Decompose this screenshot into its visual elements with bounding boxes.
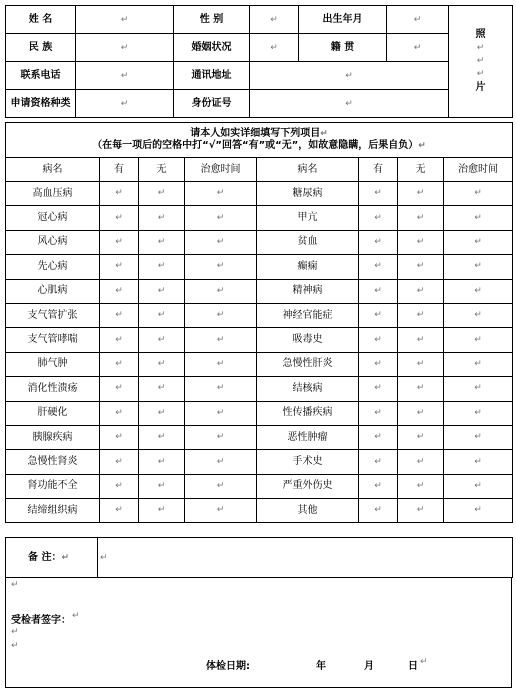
disease-name-left: 支气管扩张 xyxy=(6,303,100,327)
cured-date-cell-left[interactable]: ↵ xyxy=(185,474,257,498)
cured-date-cell-right[interactable]: ↵ xyxy=(444,425,513,449)
disease-name-left: 支气管哮喘 xyxy=(6,328,100,352)
yes-cell-right[interactable]: ↵ xyxy=(359,328,398,352)
yes-cell-left[interactable]: ↵ xyxy=(100,377,139,401)
disease-name-left: 急慢性肾炎 xyxy=(6,450,100,474)
yes-cell-left[interactable]: ↵ xyxy=(100,279,139,303)
yes-cell-right[interactable]: ↵ xyxy=(359,182,398,206)
cured-date-cell-right[interactable]: ↵ xyxy=(444,279,513,303)
disease-name-left: 消化性溃疡 xyxy=(6,377,100,401)
name-label: 姓 名 xyxy=(6,6,76,34)
yes-cell-right[interactable]: ↵ xyxy=(359,206,398,230)
disease-row xyxy=(6,401,513,425)
yes-cell-left[interactable]: ↵ xyxy=(100,255,139,279)
instruction-line-1: 请本人如实详细填写下列项目 xyxy=(190,128,321,139)
native-place-label: 籍 贯 xyxy=(299,34,387,62)
birth-field[interactable]: ↵ xyxy=(387,6,449,34)
disease-row xyxy=(6,206,513,230)
no-cell-right[interactable]: ↵ xyxy=(398,377,444,401)
disease-name-right: 吸毒史 xyxy=(257,328,359,352)
no-cell-right[interactable]: ↵ xyxy=(398,328,444,352)
gender-field[interactable]: ↵ xyxy=(250,6,299,34)
disease-name-right: 甲亢 xyxy=(257,206,359,230)
no-cell-left[interactable]: ↵ xyxy=(139,255,185,279)
disease-name-right: 贫血 xyxy=(257,230,359,254)
disease-name-right: 恶性肿瘤 xyxy=(257,425,359,449)
gender-label: 性 别 xyxy=(174,6,250,34)
cured-date-cell-left[interactable]: ↵ xyxy=(185,206,257,230)
yes-cell-left[interactable]: ↵ xyxy=(100,352,139,376)
disease-row xyxy=(6,425,513,449)
disease-name-left: 风心病 xyxy=(6,230,100,254)
disease-row xyxy=(6,499,513,523)
signature-block: ↵ 受检者签字： ↵ ↵ ↵ 体检日期: 年 月 日 ↵ xyxy=(5,577,512,688)
yes-cell-left[interactable]: ↵ xyxy=(100,401,139,425)
no-cell-right[interactable]: ↵ xyxy=(398,401,444,425)
disease-name-right: 结核病 xyxy=(257,377,359,401)
yes-cell-left[interactable]: ↵ xyxy=(100,206,139,230)
disease-name-right: 其他 xyxy=(257,499,359,523)
address-field[interactable]: ↵ xyxy=(250,62,449,90)
id-number-field[interactable]: ↵ xyxy=(250,90,449,118)
yes-cell-left[interactable]: ↵ xyxy=(100,230,139,254)
cured-date-cell-right[interactable]: ↵ xyxy=(444,499,513,523)
yes-cell-right[interactable]: ↵ xyxy=(359,377,398,401)
no-cell-left[interactable]: ↵ xyxy=(139,352,185,376)
no-cell-left[interactable]: ↵ xyxy=(139,474,185,498)
disease-history-table xyxy=(5,122,513,523)
disease-name-right: 精神病 xyxy=(257,279,359,303)
cured-date-cell-left[interactable]: ↵ xyxy=(185,450,257,474)
disease-row xyxy=(6,182,513,206)
no-cell-left[interactable]: ↵ xyxy=(139,377,185,401)
cured-date-cell-left[interactable]: ↵ xyxy=(185,303,257,327)
disease-name-left: 肝硬化 xyxy=(6,401,100,425)
instruction-line-2: （在每一项后的空格中打“√”回答“有”或“无”，如故意隐瞒，后果自负） xyxy=(92,140,419,151)
native-place-field[interactable]: ↵ xyxy=(387,34,449,62)
remarks-table xyxy=(5,537,513,578)
disease-name-right: 神经官能症 xyxy=(257,303,359,327)
no-cell-left[interactable]: ↵ xyxy=(139,450,185,474)
cured-date-cell-right[interactable]: ↵ xyxy=(444,474,513,498)
disease-name-right: 糖尿病 xyxy=(257,182,359,206)
yes-cell-left[interactable]: ↵ xyxy=(100,303,139,327)
exam-date-label: 体检日期: xyxy=(206,661,250,672)
no-cell-left[interactable]: ↵ xyxy=(139,401,185,425)
yes-cell-left[interactable]: ↵ xyxy=(100,182,139,206)
no-cell-right[interactable]: ↵ xyxy=(398,182,444,206)
no-cell-left[interactable]: ↵ xyxy=(139,425,185,449)
cured-date-cell-right[interactable]: ↵ xyxy=(444,401,513,425)
disease-name-left: 先心病 xyxy=(6,255,100,279)
disease-name-left: 肾功能不全 xyxy=(6,474,100,498)
no-cell-right[interactable]: ↵ xyxy=(398,474,444,498)
disease-name-right: 癫痫 xyxy=(257,255,359,279)
disease-row xyxy=(6,303,513,327)
disease-row xyxy=(6,474,513,498)
no-cell-left[interactable]: ↵ xyxy=(139,206,185,230)
yes-cell-right[interactable]: ↵ xyxy=(359,401,398,425)
cured-date-cell-left[interactable]: ↵ xyxy=(185,352,257,376)
col-yes-right: 有 xyxy=(359,158,398,182)
yes-cell-left[interactable]: ↵ xyxy=(100,474,139,498)
ethnicity-field[interactable]: ↵ xyxy=(76,34,174,62)
cured-date-cell-right[interactable]: ↵ xyxy=(444,182,513,206)
disease-row xyxy=(6,450,513,474)
col-disease-left: 病名 xyxy=(6,158,100,182)
yes-cell-right[interactable]: ↵ xyxy=(359,303,398,327)
cured-date-cell-right[interactable]: ↵ xyxy=(444,450,513,474)
qualification-label: 申请资格种类 xyxy=(6,90,76,118)
cured-date-cell-left[interactable]: ↵ xyxy=(185,425,257,449)
no-cell-right[interactable]: ↵ xyxy=(398,279,444,303)
disease-name-left: 结缔组织病 xyxy=(6,499,100,523)
disease-row xyxy=(6,279,513,303)
no-cell-right[interactable]: ↵ xyxy=(398,425,444,449)
cured-date-cell-right[interactable]: ↵ xyxy=(444,206,513,230)
disease-rows xyxy=(6,182,513,523)
yes-cell-left[interactable]: ↵ xyxy=(100,425,139,449)
no-cell-right[interactable]: ↵ xyxy=(398,303,444,327)
no-cell-left[interactable]: ↵ xyxy=(139,328,185,352)
col-no-right: 无 xyxy=(398,158,444,182)
disease-name-left: 高血压病 xyxy=(6,182,100,206)
yes-cell-right[interactable]: ↵ xyxy=(359,279,398,303)
disease-name-left: 冠心病 xyxy=(6,206,100,230)
yes-cell-right[interactable]: ↵ xyxy=(359,474,398,498)
cured-date-cell-left[interactable]: ↵ xyxy=(185,230,257,254)
disease-name-left: 心肌病 xyxy=(6,279,100,303)
cured-date-cell-right[interactable]: ↵ xyxy=(444,352,513,376)
cured-date-cell-left[interactable]: ↵ xyxy=(185,279,257,303)
photo-label-top: 照 xyxy=(475,29,486,41)
no-cell-right[interactable]: ↵ xyxy=(398,206,444,230)
cured-date-cell-left[interactable]: ↵ xyxy=(185,182,257,206)
signature-label: 受检者签字： xyxy=(11,615,71,626)
col-yes-left: 有 xyxy=(100,158,139,182)
year-label: 年 xyxy=(316,661,326,672)
disease-row xyxy=(6,255,513,279)
col-cured-left: 治愈时间 xyxy=(185,158,257,182)
cured-date-cell-left[interactable]: ↵ xyxy=(185,499,257,523)
disease-name-right: 严重外伤史 xyxy=(257,474,359,498)
no-cell-right[interactable]: ↵ xyxy=(398,499,444,523)
yes-cell-right[interactable]: ↵ xyxy=(359,352,398,376)
yes-cell-right[interactable]: ↵ xyxy=(359,230,398,254)
day-label: 日 xyxy=(408,661,418,672)
photo-box: 照 ↵ ↵ ↵ 片 xyxy=(449,6,513,118)
no-cell-left[interactable]: ↵ xyxy=(139,182,185,206)
birth-label: 出生年月 xyxy=(299,6,387,34)
col-cured-right: 治愈时间 xyxy=(444,158,513,182)
cured-date-cell-left[interactable]: ↵ xyxy=(185,401,257,425)
no-cell-left[interactable]: ↵ xyxy=(139,303,185,327)
disease-row xyxy=(6,328,513,352)
no-cell-left[interactable]: ↵ xyxy=(139,230,185,254)
disease-name-right: 手术史 xyxy=(257,450,359,474)
no-cell-left[interactable]: ↵ xyxy=(139,279,185,303)
phone-label: 联系电话 xyxy=(6,62,76,90)
disease-name-right: 性传播疾病 xyxy=(257,401,359,425)
cured-date-cell-right[interactable]: ↵ xyxy=(444,328,513,352)
cured-date-cell-left[interactable]: ↵ xyxy=(185,377,257,401)
phone-field[interactable]: ↵ xyxy=(76,62,174,90)
instruction-notice: 请本人如实详细填写下列项目↵ （在每一项后的空格中打“√”回答“有”或“无”，如故意隐瞒，后果自负）↵ xyxy=(6,123,513,158)
no-cell-right[interactable]: ↵ xyxy=(398,230,444,254)
no-cell-right[interactable]: ↵ xyxy=(398,255,444,279)
ethnicity-label: 民 族 xyxy=(6,34,76,62)
col-disease-right: 病名 xyxy=(257,158,359,182)
cured-date-cell-left[interactable]: ↵ xyxy=(185,255,257,279)
marital-status-field[interactable]: ↵ xyxy=(250,34,299,62)
qualification-field[interactable]: ↵ xyxy=(76,90,174,118)
cured-date-cell-right[interactable]: ↵ xyxy=(444,303,513,327)
disease-row xyxy=(6,230,513,254)
yes-cell-right[interactable]: ↵ xyxy=(359,425,398,449)
yes-cell-left[interactable]: ↵ xyxy=(100,499,139,523)
remarks-label: 备 注：↵ xyxy=(6,538,98,578)
cured-date-cell-left[interactable]: ↵ xyxy=(185,328,257,352)
personal-info-table xyxy=(5,5,513,118)
cured-date-cell-right[interactable]: ↵ xyxy=(444,255,513,279)
no-cell-right[interactable]: ↵ xyxy=(398,450,444,474)
col-no-left: 无 xyxy=(139,158,185,182)
cured-date-cell-right[interactable]: ↵ xyxy=(444,377,513,401)
disease-name-left: 胰腺疾病 xyxy=(6,425,100,449)
disease-row xyxy=(6,352,513,376)
address-label: 通讯地址 xyxy=(174,62,250,90)
id-number-label: 身份证号 xyxy=(174,90,250,118)
remarks-field[interactable]: ↵ xyxy=(98,538,513,578)
yes-cell-left[interactable]: ↵ xyxy=(100,450,139,474)
yes-cell-right[interactable]: ↵ xyxy=(359,255,398,279)
yes-cell-right[interactable]: ↵ xyxy=(359,450,398,474)
marital-status-label: 婚姻状况 xyxy=(174,34,250,62)
disease-name-left: 肺气肿 xyxy=(6,352,100,376)
no-cell-left[interactable]: ↵ xyxy=(139,499,185,523)
disease-row xyxy=(6,377,513,401)
disease-name-right: 急慢性肝炎 xyxy=(257,352,359,376)
yes-cell-right[interactable]: ↵ xyxy=(359,499,398,523)
month-label: 月 xyxy=(364,661,374,672)
cured-date-cell-right[interactable]: ↵ xyxy=(444,230,513,254)
yes-cell-left[interactable]: ↵ xyxy=(100,328,139,352)
no-cell-right[interactable]: ↵ xyxy=(398,352,444,376)
name-field[interactable]: ↵ xyxy=(76,6,174,34)
photo-label-bottom: 片 xyxy=(475,81,486,93)
